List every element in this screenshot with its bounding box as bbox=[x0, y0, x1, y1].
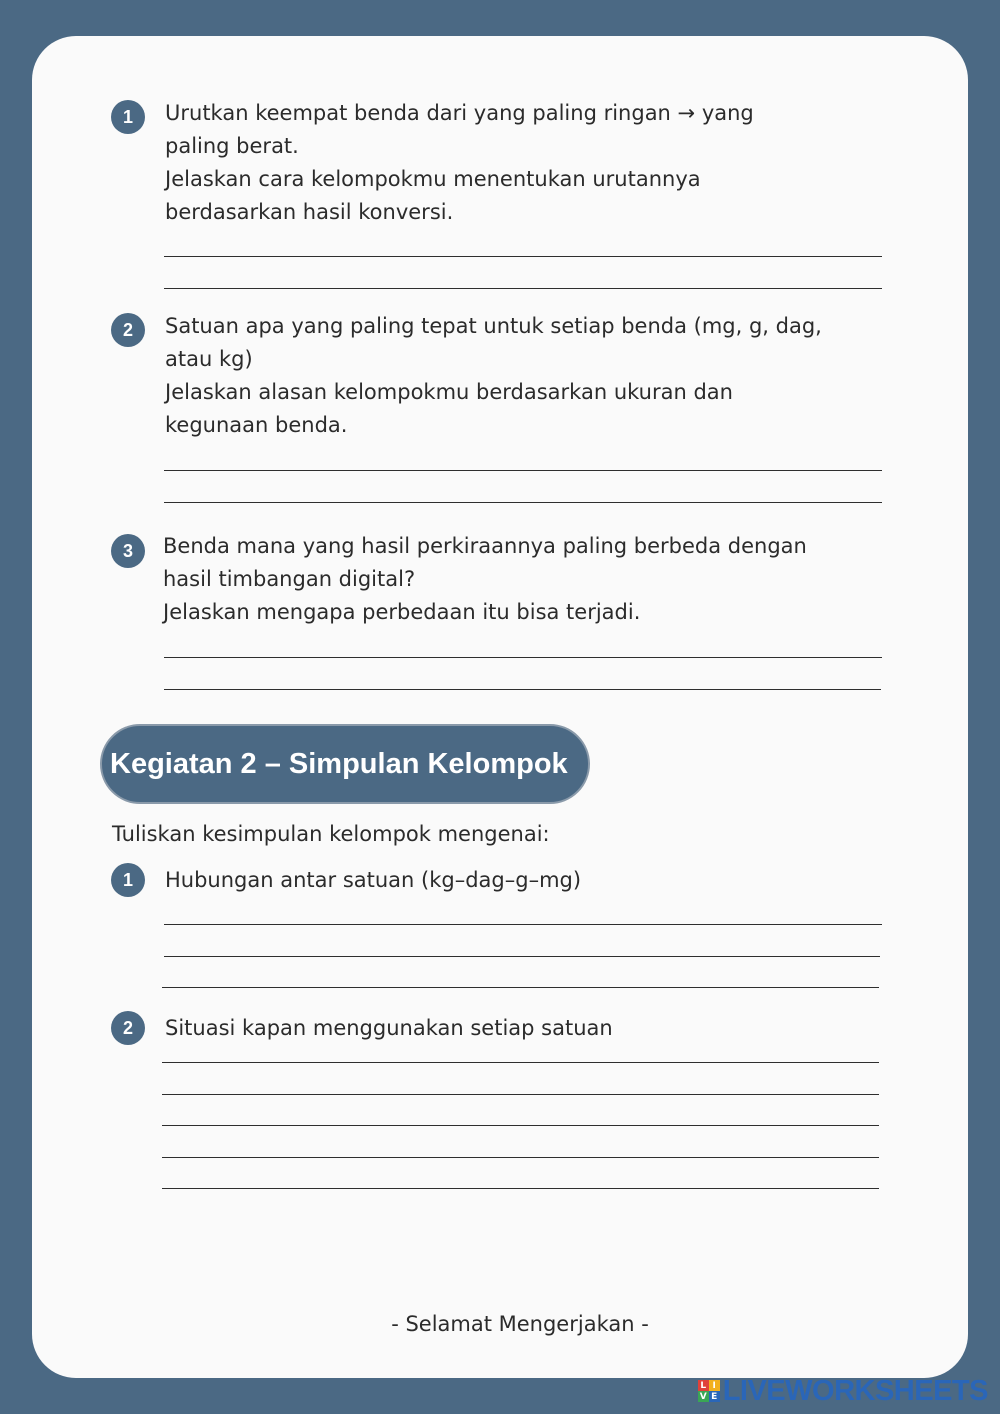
question-1-text bbox=[165, 97, 754, 229]
conclusion-1-text: Hubungan antar satuan (kg–dag–g–mg) bbox=[165, 868, 582, 892]
answer-line[interactable] bbox=[164, 470, 882, 471]
question-2-line: atau kg) bbox=[165, 347, 253, 371]
question-3-line: Benda mana yang hasil perkiraannya paling berbeda dengan bbox=[163, 534, 807, 558]
worksheet-page bbox=[32, 36, 968, 1378]
question-2-badge bbox=[111, 313, 145, 347]
question-1-line: Jelaskan cara kelompokmu menentukan urutannya bbox=[165, 167, 701, 191]
question-1-line: Urutkan keempat benda dari yang paling ringan → yang bbox=[165, 101, 754, 125]
logo-letter: E bbox=[709, 1391, 720, 1402]
section-2-title: Kegiatan 2 – Simpulan Kelompok bbox=[110, 747, 568, 780]
question-3-number: 3 bbox=[122, 540, 133, 561]
answer-line[interactable] bbox=[164, 502, 882, 503]
answer-line[interactable] bbox=[164, 924, 882, 925]
liveworksheets-brand-text: LIVEWORKSHEETS bbox=[722, 1374, 988, 1407]
answer-line[interactable] bbox=[162, 1094, 879, 1095]
answer-line[interactable] bbox=[162, 1157, 879, 1158]
conclusion-1-number: 1 bbox=[122, 869, 133, 890]
logo-letter: V bbox=[698, 1391, 709, 1402]
conclusion-2-number: 2 bbox=[122, 1017, 133, 1038]
question-2-number: 2 bbox=[122, 319, 133, 340]
answer-line[interactable] bbox=[162, 1188, 879, 1189]
logo-letter: I bbox=[709, 1380, 720, 1391]
answer-line[interactable] bbox=[162, 1062, 879, 1063]
question-1-line: paling berat. bbox=[165, 134, 299, 158]
question-2-line: Satuan apa yang paling tepat untuk setiap benda (mg, g, dag, bbox=[165, 314, 822, 338]
answer-line[interactable] bbox=[164, 657, 882, 658]
liveworksheets-logo-icon bbox=[698, 1380, 720, 1402]
section-2-header bbox=[100, 724, 590, 804]
conclusion-2-badge bbox=[111, 1011, 145, 1045]
question-3-text bbox=[163, 530, 807, 629]
answer-line[interactable] bbox=[162, 987, 879, 988]
question-1-line: berdasarkan hasil konversi. bbox=[165, 200, 454, 224]
question-3-line: hasil timbangan digital? bbox=[163, 567, 416, 591]
liveworksheets-watermark bbox=[698, 1374, 988, 1408]
answer-line[interactable] bbox=[162, 1125, 879, 1126]
answer-line[interactable] bbox=[164, 256, 882, 257]
question-3-badge bbox=[111, 534, 145, 568]
question-2-line: Jelaskan alasan kelompokmu berdasarkan ukuran dan bbox=[165, 380, 733, 404]
closing-message: - Selamat Mengerjakan - bbox=[391, 1312, 649, 1336]
conclusion-1-badge bbox=[111, 863, 145, 897]
logo-letter: L bbox=[698, 1380, 709, 1391]
question-2-line: kegunaan benda. bbox=[165, 413, 348, 437]
answer-line[interactable] bbox=[164, 689, 881, 690]
answer-line[interactable] bbox=[164, 956, 880, 957]
conclusion-2-text: Situasi kapan menggunakan setiap satuan bbox=[165, 1016, 613, 1040]
question-1-number: 1 bbox=[122, 106, 133, 127]
question-2-text bbox=[165, 310, 822, 442]
section-2-intro: Tuliskan kesimpulan kelompok mengenai: bbox=[112, 822, 550, 846]
question-3-line: Jelaskan mengapa perbedaan itu bisa terjadi. bbox=[163, 600, 641, 624]
answer-line[interactable] bbox=[164, 288, 882, 289]
question-1-badge bbox=[111, 100, 145, 134]
